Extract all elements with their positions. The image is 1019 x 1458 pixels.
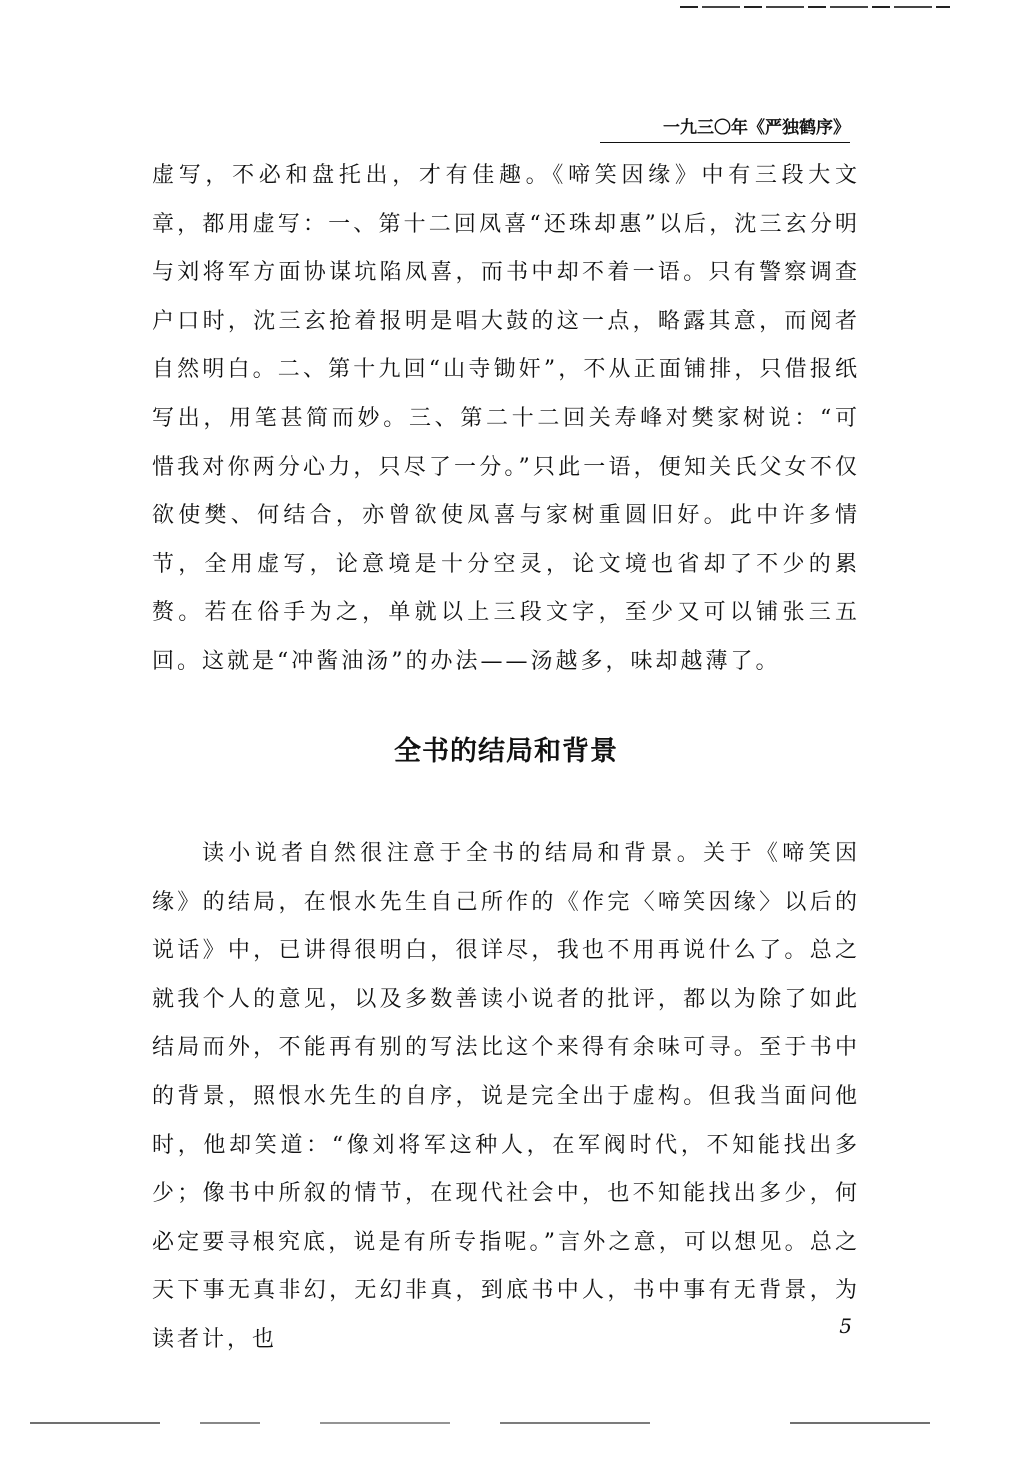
scan-artifact-top [680, 6, 950, 8]
paragraph-1: 虚写，不必和盘托出，才有佳趣。《啼笑因缘》中有三段大文章，都用虚写：一、第十二回凤喜“还珠却惠”以后，沈三玄分明与刘将军方面协谋坑陷凤喜，而书中却不着一语。只有警察调查户口时，沈三玄抢着报明是唱大鼓的这一点，略露其意，而阅者自然明白。二、第十九回“山寺锄奸”，不从正面铺排，只借报纸写出，用笔甚简而妙。三、第二十二回关寿峰对樊家树说：“可惜我对你两分心力，只尽了一分。”只此一语，便知关氏父女不仅欲使樊、何结合，亦曾欲使凤喜与家树重圆旧好。此中许多情节，全用虚写，论意境是十分空灵，论文境也省却了不少的累赘。若在俗手为之，单就以上三段文字，至少又可以铺张三五回。这就是“冲酱油汤”的办法——汤越多，味却越薄了。 [152, 163, 860, 674]
paragraph-2: 读小说者自然很注意于全书的结局和背景。关于《啼笑因缘》的结局，在恨水先生自己所作的《作完〈啼笑因缘〉以后的说话》中，已讲得很明白，很详尽，我也不用再说什么了。总之就我个人的意见，以及多数善读小说者的批评，都以为除了如此结局而外，不能再有别的写法比这个来得有余味可寻。至于书中的背景，照恨水先生的自序，说是完全出于虚构。但我当面问他时，他却笑道：“像刘将军这种人，在军阀时代，不知能找出多少；像书中所叙的情节，在现代社会中，也不知能找出多少，何必定要寻根究底，说是有所专指呢。”言外之意，可以想见。总之天下事无真非幻，无幻非真，到底书中人，书中事有无背景，为读者计，也 [152, 841, 860, 1352]
running-head: 一九三〇年《严独鹤序》 [600, 116, 850, 143]
section-title: 全书的结局和背景 [394, 736, 618, 767]
page-number: 5 [839, 1314, 852, 1338]
scan-artifact-bottom [30, 1422, 990, 1424]
